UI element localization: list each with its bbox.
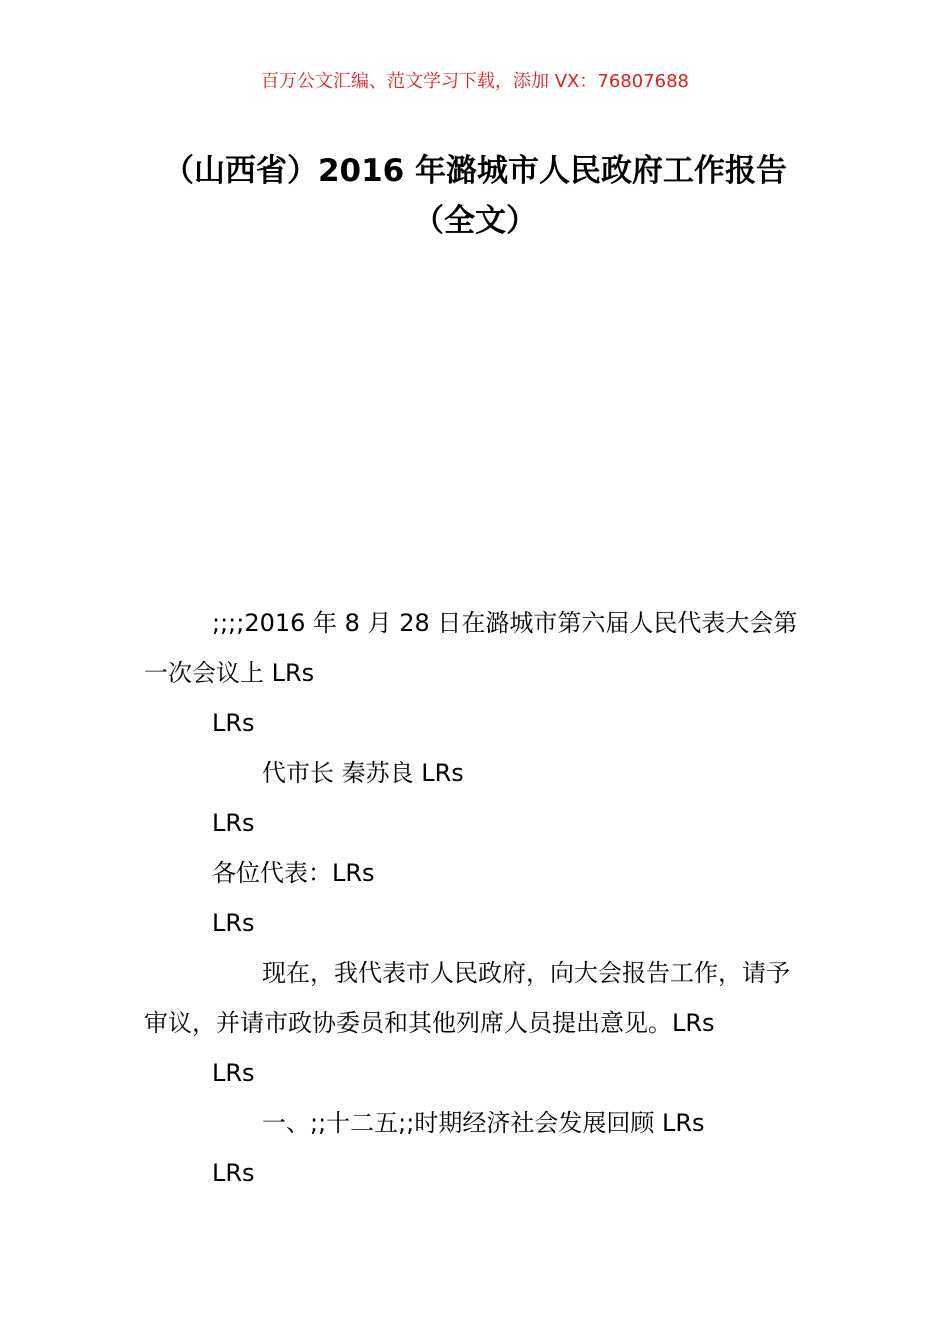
paragraph: ;;;;2016 年 8 月 28 日在潞城市第六届人民代表大会第一次会议上 LRs — [144, 609, 798, 687]
paragraph: LRs — [212, 709, 255, 737]
paragraph: 一、;;十二五;;时期经济社会发展回顾 LRs — [262, 1109, 705, 1137]
paragraph: LRs — [212, 809, 255, 837]
paragraph: LRs — [212, 1159, 255, 1187]
paragraph: 代市长 秦苏良 LRs — [262, 759, 464, 787]
paragraph: 各位代表：LRs — [212, 859, 375, 887]
paragraph: 现在，我代表市人民政府，向大会报告工作，请予审议，并请市政协委员和其他列席人员提出意见。LRs — [144, 959, 790, 1037]
paragraph: LRs — [212, 909, 255, 937]
paragraph: LRs — [212, 1059, 255, 1087]
document-body — [144, 598, 810, 1198]
document-title: （山西省）2016 年潞城市人民政府工作报告（全文） — [162, 153, 788, 239]
header-note: 百万公文汇编、范文学习下载，添加 VX：76807688 — [261, 71, 689, 92]
